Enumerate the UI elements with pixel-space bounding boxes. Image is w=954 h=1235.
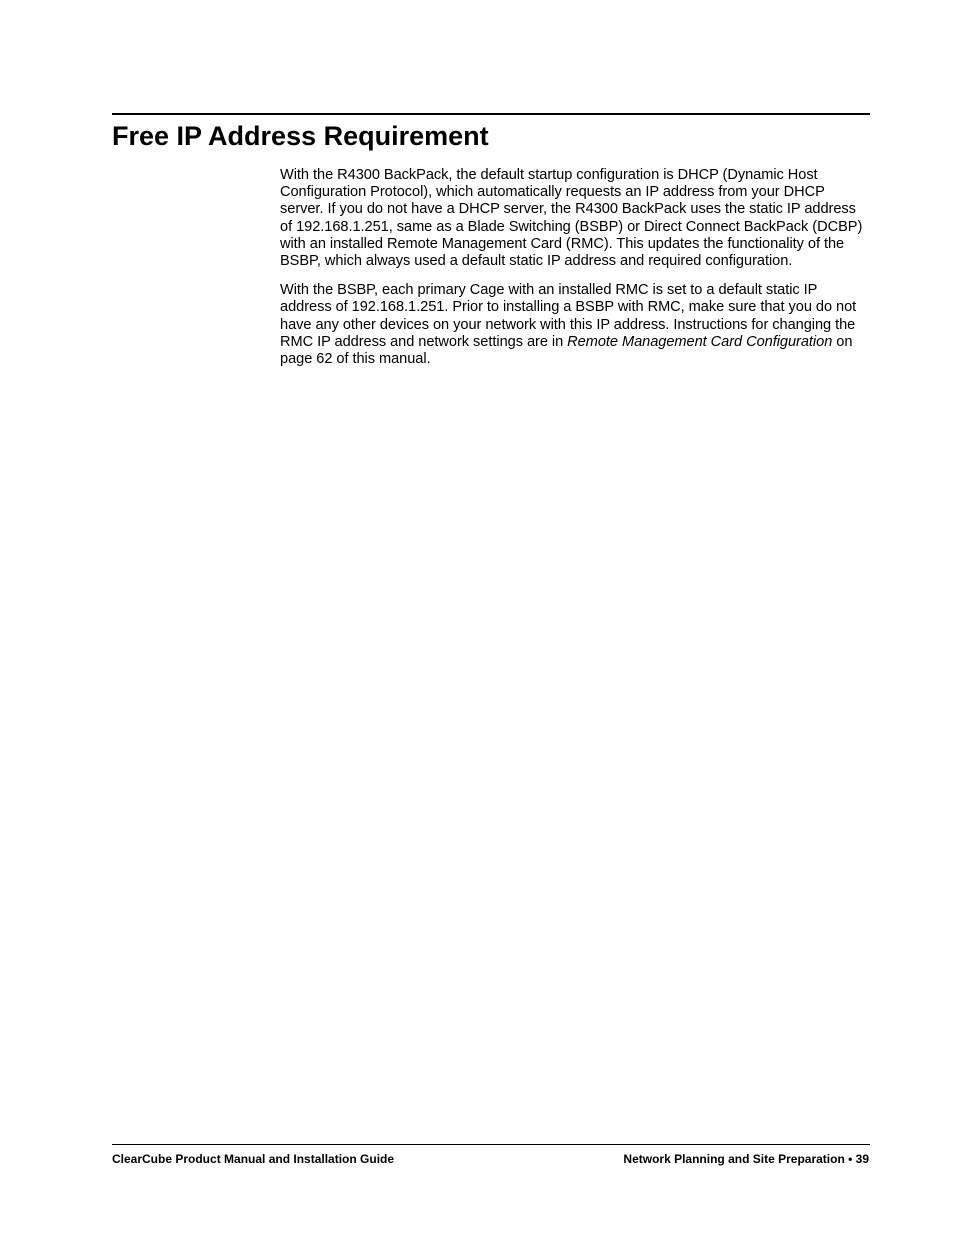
paragraph-bsbp-static-ip <box>280 282 870 368</box>
paragraph-dhcp-default: With the R4300 BackPack, the default startup configuration is DHCP (Dynamic Host Configuration Protocol), which automatically requests an IP address from your DHCP server. If you do not have a DHCP server, the R4300 BackPack uses the static IP address of 192.168.1.251, same as a Blade Switching (BSBP) or Direct Connect BackPack (DCBP) with an installed Remote Management Card (RMC). This updates the functionality of the BSBP, which always used a default static IP address and required configuration. <box>280 167 863 270</box>
cross-reference-rmc-configuration: Remote Management Card Configuration <box>567 333 833 350</box>
footer-rule <box>112 1144 870 1145</box>
footer-manual-title: ClearCube Product Manual and Installation Guide <box>112 1152 395 1166</box>
header-rule <box>112 113 870 115</box>
paragraph-text-before: With the BSBP, each primary Cage with an installed RMC is set to a default static IP address of 192.168.1.251. Prior to installing a BSBP with RMC, make sure that you do not have any other devices on your network with this IP address. Instructions for changing the RMC IP address and network settings are in <box>280 282 857 350</box>
body-text <box>280 167 870 380</box>
paragraph-text-after: on page 62 of this manual. <box>280 333 853 368</box>
section-title: Free IP Address Requirement <box>112 121 489 151</box>
footer-chapter-page: Network Planning and Site Preparation • 39 <box>623 1152 869 1166</box>
